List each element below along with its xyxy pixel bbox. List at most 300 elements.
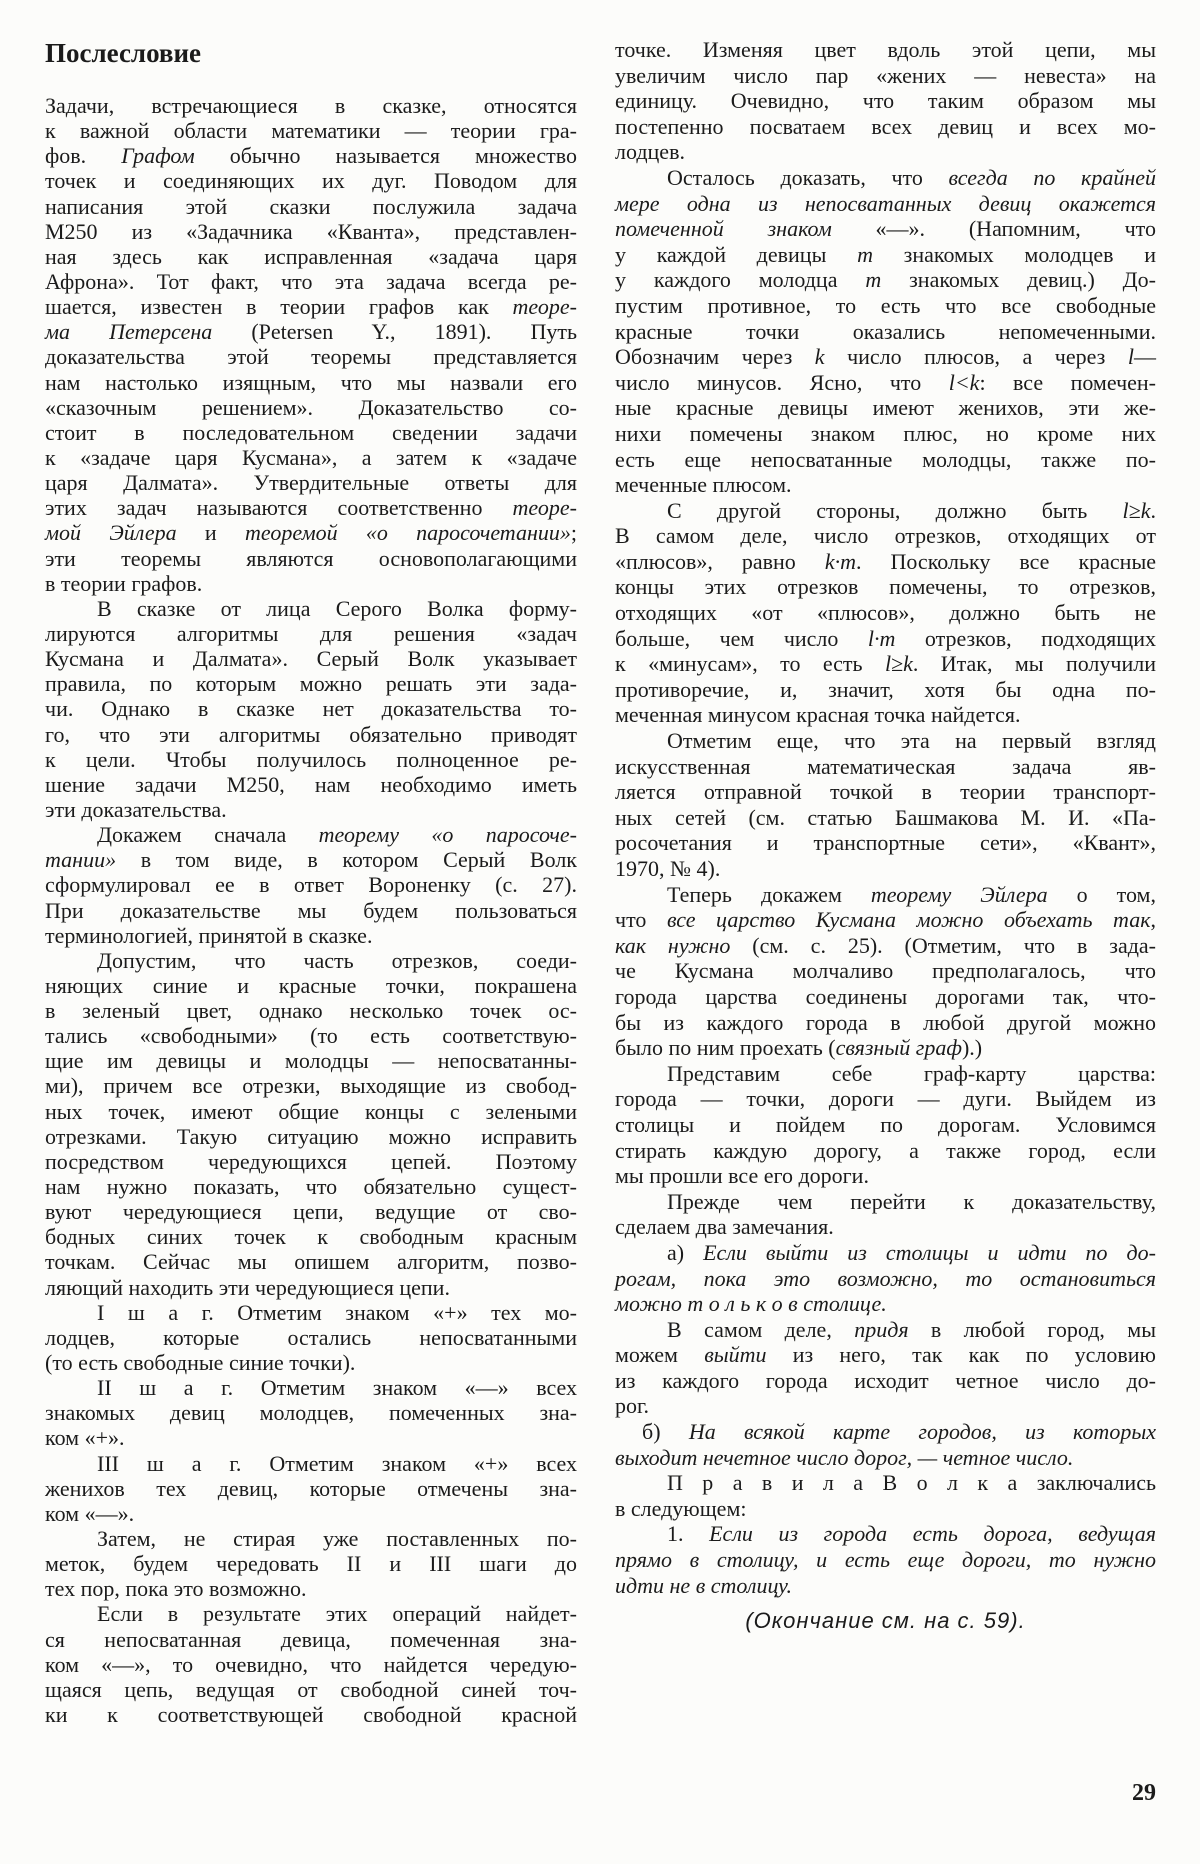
italic-text: Если из города есть дорога, ведущая bbox=[709, 1521, 1157, 1547]
text-line bbox=[615, 1573, 1156, 1599]
text-line bbox=[615, 344, 1156, 370]
text-line bbox=[615, 1010, 1156, 1036]
text-segment: ; bbox=[570, 520, 577, 546]
text-line bbox=[615, 523, 1156, 549]
text-line bbox=[615, 728, 1156, 754]
text-segment: противоречие, и, значит, хотя бы одна по- bbox=[615, 676, 1156, 702]
text-segment: точек и соединяющих их дуг. Поводом для bbox=[45, 168, 577, 194]
text-segment: (см. с. 25). (Отметим, что в зада- bbox=[730, 932, 1156, 958]
text-line bbox=[615, 907, 1156, 933]
italic-text: мере одна из непосватанных девиц окажется bbox=[615, 190, 1156, 216]
italic-text: выходит нечетное число дорог, — четное число. bbox=[615, 1444, 1074, 1470]
text-line bbox=[45, 1476, 577, 1501]
text-line bbox=[45, 1551, 577, 1576]
text-line bbox=[615, 1214, 1156, 1240]
italic-text: прямо в столицу, и есть еще дороги, то нужно bbox=[615, 1547, 1156, 1573]
text-segment: единицу. Очевидно, что таким образом мы bbox=[615, 88, 1156, 114]
text-segment: — bbox=[1134, 344, 1156, 370]
italic-text: придя bbox=[854, 1316, 909, 1342]
italic-text: m bbox=[857, 241, 873, 267]
text-segment: (Petersen Y., 1891). Путь bbox=[212, 319, 577, 345]
text-line bbox=[45, 1023, 577, 1048]
text-segment: знакомых девиц.) До- bbox=[881, 267, 1157, 293]
italic-text: l≥k bbox=[1122, 497, 1151, 523]
text-line bbox=[45, 546, 577, 571]
text-line bbox=[45, 1174, 577, 1199]
text-line bbox=[615, 498, 1156, 524]
text-segment: ляется отправной точкой в теории транспорт- bbox=[615, 779, 1156, 805]
text-line bbox=[45, 244, 577, 269]
text-segment: 1970, № 4). bbox=[615, 856, 721, 881]
text-segment: тех пор, пока это возможно. bbox=[45, 1576, 307, 1602]
text-segment: сделаем два замечания. bbox=[615, 1214, 834, 1240]
text-segment: ных точек, имеют общие концы с зелеными bbox=[45, 1098, 577, 1124]
paragraph bbox=[615, 1521, 1156, 1598]
text-segment: , bbox=[1150, 907, 1156, 933]
italic-text: l·m bbox=[867, 625, 896, 651]
text-segment: : все помечен- bbox=[979, 369, 1156, 395]
text-segment: эти теоремы являются основополагающими bbox=[45, 545, 577, 571]
text-segment: ми), причем все отрезки, выходящие из свобод- bbox=[45, 1073, 577, 1099]
text-segment: число плюсов, а через bbox=[824, 344, 1128, 370]
text-line bbox=[45, 1375, 577, 1400]
text-segment: меченная минусом красная точка найдется. bbox=[615, 702, 1021, 728]
paragraph bbox=[615, 498, 1156, 728]
text-segment: города царства соединены дорогами так, что- bbox=[615, 983, 1156, 1009]
text-line bbox=[45, 646, 577, 671]
text-segment: столицы и пойдем по дорогам. Условимся bbox=[615, 1111, 1156, 1137]
text-line bbox=[45, 1677, 577, 1702]
italic-text: Графом bbox=[121, 143, 195, 169]
italic-text: идти не в столицу. bbox=[615, 1572, 793, 1598]
italic-text: рогам, пока это возможно, то остановиться bbox=[615, 1265, 1156, 1291]
text-segment: а) bbox=[667, 1239, 704, 1265]
paragraph bbox=[615, 165, 1156, 498]
text-segment: Осталось доказать, что bbox=[667, 164, 949, 190]
text-segment: I ш а г. Отметим знаком «+» тех мо- bbox=[97, 1299, 577, 1325]
text-line bbox=[45, 1149, 577, 1174]
text-segment: В самом деле, bbox=[667, 1316, 855, 1342]
text-line bbox=[45, 772, 577, 797]
text-line bbox=[615, 1470, 1156, 1496]
text-segment: красные точки оказались непомеченными. bbox=[615, 318, 1156, 344]
text-line bbox=[45, 948, 577, 973]
paragraph bbox=[45, 1451, 577, 1526]
text-line bbox=[615, 242, 1156, 268]
italic-text: ма Петерсена bbox=[45, 319, 213, 345]
text-segment: к цели. Чтобы получилось полноценное ре- bbox=[45, 746, 577, 772]
text-segment: щие им девицы и молодцы — непосватанны- bbox=[45, 1048, 577, 1074]
text-line bbox=[45, 1702, 577, 1727]
paragraph bbox=[45, 1300, 577, 1375]
text-line bbox=[615, 677, 1156, 703]
text-segment: лируются алгоритмы для решения «задач bbox=[45, 620, 577, 646]
text-line bbox=[45, 470, 577, 495]
text-segment: обычно называется множество bbox=[194, 143, 577, 169]
text-line bbox=[615, 702, 1156, 728]
text-segment: нам нужно показать, что обязательно сущест- bbox=[45, 1174, 577, 1200]
italic-text: l bbox=[1127, 344, 1134, 370]
text-segment: правила, по которым можно решать эти зада- bbox=[45, 671, 577, 697]
text-line bbox=[45, 168, 577, 193]
text-line bbox=[45, 93, 577, 118]
text-line bbox=[615, 447, 1156, 473]
text-segment: . bbox=[1150, 497, 1156, 523]
text-segment: ные красные девицы имеют женихов, эти же- bbox=[615, 395, 1156, 421]
text-segment: стоит в последовательном сведении задачи bbox=[45, 419, 577, 445]
text-line bbox=[45, 269, 577, 294]
text-segment: написания этой сказки послужила задача bbox=[45, 193, 577, 219]
text-segment: больше, чем число bbox=[615, 625, 868, 651]
text-line bbox=[615, 139, 1156, 165]
text-line bbox=[45, 1652, 577, 1677]
text-segment: ся непосватанная девица, помеченная зна- bbox=[45, 1626, 577, 1652]
text-line bbox=[45, 294, 577, 319]
text-segment: че Кусмана молчаливо предполагалось, что bbox=[615, 958, 1156, 984]
text-line bbox=[45, 520, 577, 545]
paragraph bbox=[615, 882, 1156, 1061]
text-line bbox=[45, 998, 577, 1023]
text-segment: Афрона». Тот факт, что эта задача всегда ре- bbox=[45, 268, 577, 294]
text-segment: няющих синие и красные точки, покрашена bbox=[45, 972, 577, 998]
text-line bbox=[615, 882, 1156, 908]
text-segment: ных сетей (см. статью Башмакова М. И. «Па- bbox=[615, 804, 1156, 830]
text-line bbox=[615, 114, 1156, 140]
text-line bbox=[45, 1576, 577, 1601]
text-line bbox=[615, 600, 1156, 626]
text-segment: ком «+». bbox=[45, 1425, 125, 1451]
text-segment: При доказательстве мы будем пользоваться bbox=[45, 897, 577, 923]
italic-text: мой Эйлера bbox=[45, 520, 177, 546]
paragraph bbox=[615, 1061, 1156, 1189]
italic-text: На всякой карте городов, из которых bbox=[688, 1419, 1156, 1445]
text-segment: Представим себе граф-карту царства: bbox=[667, 1060, 1156, 1086]
text-segment: III ш а г. Отметим знаком «+» всех bbox=[97, 1450, 577, 1476]
text-segment: . Поскольку все красные bbox=[855, 548, 1156, 574]
paragraph bbox=[615, 728, 1156, 882]
text-segment: В самом деле, число отрезков, отходящих от bbox=[615, 523, 1156, 549]
text-line bbox=[45, 973, 577, 998]
text-segment: есть еще непосватанные молодцы, также по- bbox=[615, 446, 1156, 472]
text-line bbox=[45, 797, 577, 822]
text-line bbox=[615, 1547, 1156, 1573]
text-line bbox=[615, 216, 1156, 242]
text-segment: в следующем: bbox=[615, 1495, 747, 1521]
text-segment: к «минусам», то есть bbox=[615, 651, 885, 677]
italic-text: как нужно bbox=[615, 932, 731, 958]
text-segment: вуют чередующиеся цепи, ведущие от сво- bbox=[45, 1199, 577, 1225]
text-line bbox=[615, 830, 1156, 856]
text-line bbox=[45, 671, 577, 696]
text-line bbox=[45, 370, 577, 395]
text-segment: П р а в и л а В о л к а заключались bbox=[667, 1470, 1156, 1496]
text-segment: царя Далмата». Утвердительные ответы для bbox=[45, 470, 577, 496]
text-line bbox=[615, 1496, 1156, 1522]
text-segment: в зеленый цвет, однако несколько точек ос- bbox=[45, 998, 577, 1024]
text-line bbox=[615, 88, 1156, 114]
text-line bbox=[45, 1350, 577, 1375]
italic-text: выйти bbox=[704, 1342, 767, 1368]
text-line bbox=[615, 370, 1156, 396]
text-line bbox=[615, 754, 1156, 780]
italic-text: можно т о л ь к о в столице. bbox=[615, 1291, 887, 1317]
text-segment: в теории графов. bbox=[45, 570, 203, 596]
text-segment: «плюсов», равно bbox=[615, 548, 825, 574]
text-line bbox=[45, 1073, 577, 1098]
text-segment: рог. bbox=[615, 1393, 650, 1419]
text-line bbox=[45, 1627, 577, 1652]
text-segment: б) bbox=[642, 1419, 689, 1445]
text-segment: Задачи, встречающиеся в сказке, относятся bbox=[45, 93, 577, 118]
paragraph bbox=[45, 1375, 577, 1450]
text-segment: искусственная математическая задача яв- bbox=[615, 753, 1156, 779]
text-segment: щаяся цепь, ведущая от свободной синей точ- bbox=[45, 1676, 577, 1702]
text-segment: знакомых девиц молодцев, помеченных зна- bbox=[45, 1400, 577, 1426]
text-segment: у каждой девицы bbox=[615, 241, 858, 267]
text-segment: ки к соответствующей свободной красной bbox=[45, 1702, 577, 1727]
italic-text: тании» bbox=[45, 847, 117, 873]
text-line bbox=[615, 293, 1156, 319]
text-segment: М250 из «Задачника «Кванта», представлен- bbox=[45, 218, 577, 244]
text-line bbox=[615, 63, 1156, 89]
italic-text: k·m bbox=[824, 548, 856, 574]
text-line bbox=[615, 395, 1156, 421]
text-line bbox=[45, 1124, 577, 1149]
text-segment: увеличим число пар «жених — невеста» на bbox=[615, 62, 1156, 88]
text-line bbox=[45, 118, 577, 143]
text-line bbox=[615, 1035, 1156, 1061]
text-segment: Обозначим через bbox=[615, 344, 815, 370]
text-segment: Затем, не стирая уже поставленных по- bbox=[97, 1526, 577, 1552]
text-line bbox=[615, 1112, 1156, 1138]
text-line bbox=[615, 1138, 1156, 1164]
paragraph bbox=[45, 596, 577, 822]
text-segment: Докажем сначала bbox=[97, 822, 319, 848]
text-line bbox=[45, 1425, 577, 1450]
text-segment: в том виде, в котором Серый Волк bbox=[116, 847, 577, 873]
text-segment: стирать каждую дорогу, а также город, если bbox=[615, 1137, 1156, 1163]
text-segment: Кусмана и Далмата». Серый Волк указывает bbox=[45, 646, 577, 672]
text-segment: этих задач называются соответственно bbox=[45, 495, 513, 521]
text-segment: отрезками. Такую ситуацию можно исправить bbox=[45, 1123, 577, 1149]
italic-text: m bbox=[865, 267, 882, 293]
text-segment: постепенно посватаем всех девиц и всех мо- bbox=[615, 113, 1156, 139]
text-line bbox=[615, 1521, 1156, 1547]
text-line bbox=[615, 1086, 1156, 1112]
text-segment: (то есть свободные синие точки). bbox=[45, 1350, 356, 1376]
text-line bbox=[45, 1300, 577, 1325]
text-segment: что bbox=[615, 907, 667, 933]
left-column bbox=[45, 93, 577, 1727]
italic-text: l≥k bbox=[884, 651, 913, 677]
text-line bbox=[615, 805, 1156, 831]
text-segment: посредством чередующихся цепей. Поэтому bbox=[45, 1148, 577, 1174]
text-line bbox=[45, 319, 577, 344]
italic-text: теорему Эйлера bbox=[870, 881, 1048, 907]
text-line bbox=[615, 779, 1156, 805]
text-line bbox=[45, 596, 577, 621]
text-segment: города — точки, дороги — дуги. Выйдем из bbox=[615, 1086, 1156, 1112]
paragraph bbox=[615, 1240, 1156, 1317]
text-segment: Если в результате этих операций найдет- bbox=[97, 1601, 577, 1627]
text-line bbox=[615, 1317, 1156, 1343]
paragraph bbox=[615, 37, 1156, 165]
text-segment: знакомых молодцев и bbox=[872, 241, 1157, 267]
text-segment: С другой стороны, должно быть bbox=[667, 497, 1123, 523]
text-segment: пустим противное, то есть что все свободные bbox=[615, 292, 1156, 318]
text-line bbox=[45, 1048, 577, 1073]
text-line bbox=[615, 165, 1156, 191]
text-segment: точкам. Сейчас мы опишем алгоритм, позво- bbox=[45, 1249, 577, 1275]
text-line bbox=[615, 1291, 1156, 1317]
text-line bbox=[45, 1249, 577, 1274]
text-line bbox=[45, 847, 577, 872]
text-line bbox=[45, 696, 577, 721]
text-segment: терминологией, принятой в сказке. bbox=[45, 922, 373, 948]
text-segment: ляющий находить эти чередующиеся цепи. bbox=[45, 1274, 450, 1300]
text-line bbox=[615, 856, 1156, 882]
italic-text: l<k bbox=[948, 369, 980, 395]
page-number: 29 bbox=[1132, 1780, 1156, 1806]
text-segment: у каждого молодца bbox=[615, 267, 866, 293]
text-segment: отходящих «от «плюсов», должно быть не bbox=[615, 600, 1156, 626]
paragraph bbox=[45, 1526, 577, 1601]
text-line bbox=[615, 1342, 1156, 1368]
text-line bbox=[45, 1099, 577, 1124]
text-segment: меток, будем чередовать II и III шаги до bbox=[45, 1551, 577, 1577]
text-segment: II ш а г. Отметим знаком «—» всех bbox=[97, 1375, 577, 1401]
italic-text: все царство Кусмана можно объехать так bbox=[666, 907, 1151, 933]
paragraph bbox=[45, 822, 577, 948]
text-line bbox=[45, 1451, 577, 1476]
text-line bbox=[45, 747, 577, 772]
text-segment: Отметим еще, что эта на первый взгляд bbox=[667, 728, 1156, 754]
text-line bbox=[615, 37, 1156, 63]
text-segment: «сказочным решением». Доказательство со- bbox=[45, 394, 577, 420]
text-line bbox=[45, 395, 577, 420]
text-segment: Допустим, что часть отрезков, соеди- bbox=[97, 947, 577, 973]
paragraph bbox=[45, 1601, 577, 1727]
text-segment: Теперь докажем bbox=[667, 881, 871, 907]
text-line bbox=[615, 1368, 1156, 1394]
text-line bbox=[45, 1199, 577, 1224]
text-segment: из него, так как по условию bbox=[766, 1342, 1156, 1368]
text-line bbox=[615, 984, 1156, 1010]
italic-text: всегда по крайней bbox=[948, 164, 1156, 190]
text-segment: фов. bbox=[45, 143, 122, 169]
text-line bbox=[45, 445, 577, 470]
text-line bbox=[45, 923, 577, 948]
text-segment: женихов тех девиц, которые отмечены зна- bbox=[45, 1475, 577, 1501]
text-segment: из каждого города исходит четное число до- bbox=[615, 1367, 1156, 1393]
text-segment: к «задаче царя Кусмана», а затем к «задаче bbox=[45, 444, 577, 470]
text-segment: ).) bbox=[961, 1035, 983, 1061]
text-segment: «—». (Напомним, что bbox=[831, 216, 1156, 242]
text-line bbox=[615, 958, 1156, 984]
text-line bbox=[45, 722, 577, 747]
right-column bbox=[615, 37, 1156, 1598]
text-segment: . Итак, мы получили bbox=[912, 651, 1156, 677]
text-line bbox=[45, 344, 577, 369]
text-line bbox=[45, 1526, 577, 1551]
text-line bbox=[615, 1061, 1156, 1087]
text-line bbox=[45, 219, 577, 244]
text-segment: росочетания и транспортные сети», «Квант», bbox=[615, 830, 1156, 856]
italic-text: связный граф bbox=[835, 1035, 962, 1061]
text-line bbox=[615, 1240, 1156, 1266]
paragraph bbox=[615, 1419, 1156, 1470]
text-segment: ком «—». bbox=[45, 1500, 135, 1526]
italic-text: теоре- bbox=[512, 294, 577, 320]
text-segment: мы прошли все его дороги. bbox=[615, 1163, 869, 1189]
text-segment: нихи помечены знаком плюс, но кроме них bbox=[615, 420, 1156, 446]
text-line bbox=[615, 626, 1156, 652]
text-segment: к важной области математики — теории гра- bbox=[45, 118, 577, 144]
italic-text: Если выйти из столицы и идти по до- bbox=[703, 1239, 1156, 1265]
text-line bbox=[615, 1266, 1156, 1292]
text-line bbox=[45, 898, 577, 923]
text-segment: лодцев. bbox=[615, 139, 685, 165]
text-segment: Прежде чем перейти к доказательству, bbox=[667, 1188, 1156, 1214]
text-segment: шается, известен в теории графов как bbox=[45, 294, 513, 320]
article-heading: Послесловие bbox=[45, 38, 202, 68]
text-segment: го, что эти алгоритмы обязательно приводят bbox=[45, 721, 577, 747]
text-line bbox=[45, 1501, 577, 1526]
text-line bbox=[45, 194, 577, 219]
text-segment: отрезков, подходящих bbox=[895, 625, 1157, 651]
text-segment: бодных синих точек к свободным красным bbox=[45, 1224, 577, 1250]
text-segment: меченные плюсом. bbox=[615, 472, 792, 498]
text-segment: ная здесь как исправленная «задача царя bbox=[45, 243, 577, 269]
text-line bbox=[615, 267, 1156, 293]
text-line bbox=[615, 651, 1156, 677]
text-line bbox=[45, 1275, 577, 1300]
text-line bbox=[45, 621, 577, 646]
text-segment: сформулировал ее в ответ Вороненку (с. 27). bbox=[45, 872, 577, 898]
text-line bbox=[615, 1419, 1156, 1445]
text-line bbox=[615, 549, 1156, 575]
text-segment: 1. bbox=[667, 1521, 710, 1547]
text-segment: ком «—», то очевидно, что найдется чередую- bbox=[45, 1651, 577, 1677]
text-line bbox=[45, 1601, 577, 1626]
text-line bbox=[615, 319, 1156, 345]
italic-text: k bbox=[814, 344, 825, 370]
paragraph bbox=[45, 93, 577, 596]
text-segment: концы этих отрезков помечены, то отрезков, bbox=[615, 574, 1156, 600]
text-line bbox=[615, 1393, 1156, 1419]
text-line bbox=[45, 495, 577, 520]
text-segment: тались «свободными» (то есть соответствую- bbox=[45, 1023, 577, 1049]
italic-text: теоре- bbox=[512, 495, 577, 521]
text-line bbox=[45, 822, 577, 847]
text-segment: о том, bbox=[1047, 881, 1156, 907]
text-line bbox=[615, 472, 1156, 498]
italic-text: помеченной знаком bbox=[615, 216, 832, 242]
paragraph bbox=[45, 948, 577, 1300]
paragraph bbox=[615, 1189, 1156, 1240]
text-line bbox=[615, 574, 1156, 600]
text-line bbox=[45, 143, 577, 168]
text-line bbox=[45, 571, 577, 596]
text-line bbox=[615, 1189, 1156, 1215]
text-segment: эти доказательства. bbox=[45, 796, 227, 822]
text-segment: в любой город, мы bbox=[908, 1316, 1156, 1342]
text-line bbox=[45, 1400, 577, 1425]
text-segment: и bbox=[176, 520, 245, 546]
text-segment: чи. Однако в сказке нет доказательства то- bbox=[45, 696, 577, 722]
text-segment: можем bbox=[615, 1342, 705, 1368]
text-segment: бы из каждого города в любой другой можно bbox=[615, 1009, 1156, 1035]
